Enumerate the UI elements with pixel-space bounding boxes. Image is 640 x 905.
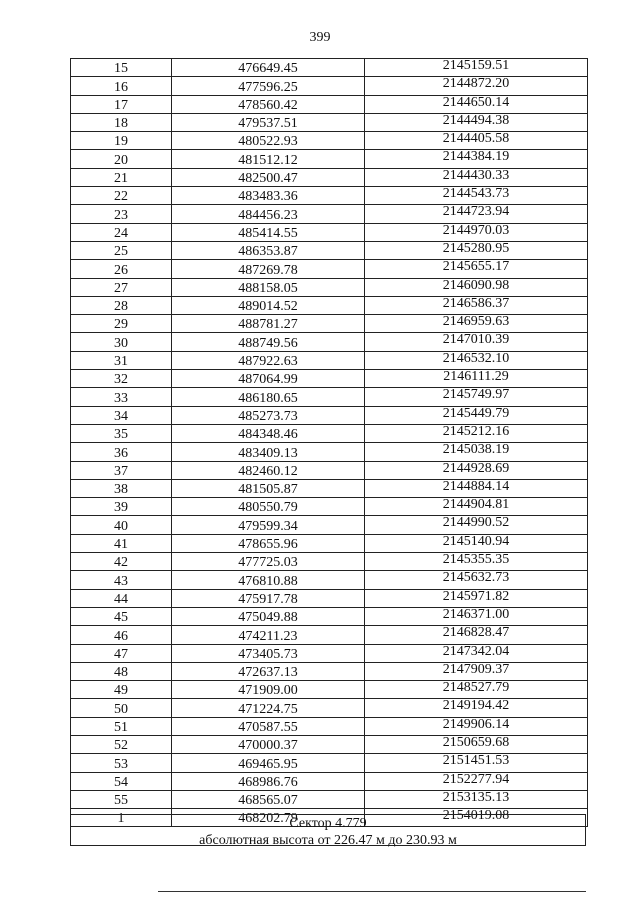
y-coordinate-cell: 2144650.14: [365, 95, 588, 113]
x-coordinate-cell: 474211.23: [172, 626, 365, 644]
x-coordinate-cell: 480550.79: [172, 498, 365, 516]
table-row: [71, 553, 588, 571]
table-row: [71, 681, 588, 699]
x-coordinate-cell: 468202.79: [172, 809, 365, 827]
table-row: [71, 351, 588, 369]
y-coordinate-cell: 2144872.20: [365, 77, 588, 95]
y-coordinate-cell: 2146090.98: [365, 278, 588, 296]
y-coordinate-cell: 2146828.47: [365, 626, 588, 644]
table-row: [71, 644, 588, 662]
x-coordinate-cell: 478655.96: [172, 534, 365, 552]
y-coordinate-cell: 2153135.13: [365, 790, 588, 808]
sector-title: Сектор 4.779: [289, 816, 367, 831]
table-row: [71, 424, 588, 442]
x-coordinate-cell: 471909.00: [172, 681, 365, 699]
table-row: [71, 589, 588, 607]
table-row: [71, 735, 588, 753]
point-number-cell: 35: [71, 424, 172, 442]
x-coordinate-cell: 483483.36: [172, 187, 365, 205]
point-number-cell: 42: [71, 553, 172, 571]
x-coordinate-cell: 476810.88: [172, 571, 365, 589]
table-row: [71, 626, 588, 644]
table-row: [71, 717, 588, 735]
y-coordinate-cell: 2145038.19: [365, 443, 588, 461]
table-row: [71, 150, 588, 168]
x-coordinate-cell: 468565.07: [172, 790, 365, 808]
x-coordinate-cell: 478560.42: [172, 95, 365, 113]
y-coordinate-cell: 2145212.16: [365, 424, 588, 442]
x-coordinate-cell: 486180.65: [172, 388, 365, 406]
table-row: [71, 77, 588, 95]
point-number-cell: 49: [71, 681, 172, 699]
x-coordinate-cell: 487269.78: [172, 260, 365, 278]
table-row: [71, 607, 588, 625]
table-row: [71, 772, 588, 790]
coordinates-table: [70, 58, 588, 827]
y-coordinate-cell: 2145159.51: [365, 59, 588, 77]
y-coordinate-cell: 2144928.69: [365, 461, 588, 479]
x-coordinate-cell: 479537.51: [172, 113, 365, 131]
y-coordinate-cell: 2145140.94: [365, 534, 588, 552]
table-row: [71, 662, 588, 680]
table-row: [71, 315, 588, 333]
point-number-cell: 22: [71, 187, 172, 205]
x-coordinate-cell: 489014.52: [172, 296, 365, 314]
point-number-cell: 21: [71, 168, 172, 186]
y-coordinate-cell: 2154019.08: [365, 809, 588, 827]
x-coordinate-cell: 487922.63: [172, 351, 365, 369]
table-row: [71, 699, 588, 717]
y-coordinate-cell: 2144543.73: [365, 187, 588, 205]
point-number-cell: 43: [71, 571, 172, 589]
table-row: [71, 479, 588, 497]
point-number-cell: 16: [71, 77, 172, 95]
x-coordinate-cell: 481512.12: [172, 150, 365, 168]
y-coordinate-cell: 2145655.17: [365, 260, 588, 278]
x-coordinate-cell: 488781.27: [172, 315, 365, 333]
point-number-cell: 31: [71, 351, 172, 369]
y-coordinate-cell: 2149194.42: [365, 699, 588, 717]
y-coordinate-cell: 2150659.68: [365, 735, 588, 753]
point-number-cell: 47: [71, 644, 172, 662]
y-coordinate-cell: 2144494.38: [365, 113, 588, 131]
point-number-cell: 26: [71, 260, 172, 278]
point-number-cell: 34: [71, 406, 172, 424]
y-coordinate-cell: 2151451.53: [365, 754, 588, 772]
x-coordinate-cell: 485414.55: [172, 223, 365, 241]
y-coordinate-cell: 2144990.52: [365, 516, 588, 534]
x-coordinate-cell: 470000.37: [172, 735, 365, 753]
point-number-cell: 29: [71, 315, 172, 333]
y-coordinate-cell: 2144884.14: [365, 479, 588, 497]
point-number-cell: 38: [71, 479, 172, 497]
table-row: [71, 260, 588, 278]
x-coordinate-cell: 485273.73: [172, 406, 365, 424]
point-number-cell: 33: [71, 388, 172, 406]
point-number-cell: 15: [71, 59, 172, 77]
x-coordinate-cell: 486353.87: [172, 241, 365, 259]
table-row: [71, 370, 588, 388]
table-row: [71, 498, 588, 516]
x-coordinate-cell: 471224.75: [172, 699, 365, 717]
point-number-cell: 41: [71, 534, 172, 552]
y-coordinate-cell: 2147010.39: [365, 333, 588, 351]
x-coordinate-cell: 469465.95: [172, 754, 365, 772]
x-coordinate-cell: 483409.13: [172, 443, 365, 461]
coordinates-table-body: [71, 59, 588, 827]
point-number-cell: 52: [71, 735, 172, 753]
point-number-cell: 36: [71, 443, 172, 461]
y-coordinate-cell: 2148527.79: [365, 681, 588, 699]
bottom-rule: [158, 891, 586, 892]
x-coordinate-cell: 477725.03: [172, 553, 365, 571]
point-number-cell: 17: [71, 95, 172, 113]
point-number-cell: 45: [71, 607, 172, 625]
y-coordinate-cell: 2144904.81: [365, 498, 588, 516]
y-coordinate-cell: 2149906.14: [365, 717, 588, 735]
x-coordinate-cell: 468986.76: [172, 772, 365, 790]
x-coordinate-cell: 480522.93: [172, 132, 365, 150]
x-coordinate-cell: 475917.78: [172, 589, 365, 607]
table-row: [71, 516, 588, 534]
point-number-cell: 20: [71, 150, 172, 168]
y-coordinate-cell: 2145355.35: [365, 553, 588, 571]
table-row: [71, 95, 588, 113]
point-number-cell: 23: [71, 205, 172, 223]
y-coordinate-cell: 2146586.37: [365, 296, 588, 314]
point-number-cell: 27: [71, 278, 172, 296]
sector-altitude: абсолютная высота от 226.47 м до 230.93 м: [199, 833, 457, 848]
x-coordinate-cell: 484456.23: [172, 205, 365, 223]
x-coordinate-cell: 470587.55: [172, 717, 365, 735]
x-coordinate-cell: 476649.45: [172, 59, 365, 77]
y-coordinate-cell: 2152277.94: [365, 772, 588, 790]
sector-footer: [70, 814, 586, 846]
table-row: [71, 296, 588, 314]
point-number-cell: 25: [71, 241, 172, 259]
y-coordinate-cell: 2146111.29: [365, 370, 588, 388]
y-coordinate-cell: 2146959.63: [365, 315, 588, 333]
y-coordinate-cell: 2144384.19: [365, 150, 588, 168]
x-coordinate-cell: 473405.73: [172, 644, 365, 662]
table-row: [71, 241, 588, 259]
y-coordinate-cell: 2144723.94: [365, 205, 588, 223]
table-row: [71, 406, 588, 424]
table-row: [71, 59, 588, 77]
table-row: [71, 754, 588, 772]
y-coordinate-cell: 2146532.10: [365, 351, 588, 369]
point-number-cell: 30: [71, 333, 172, 351]
point-number-cell: 19: [71, 132, 172, 150]
y-coordinate-cell: 2147342.04: [365, 644, 588, 662]
x-coordinate-cell: 488158.05: [172, 278, 365, 296]
table-row: [71, 278, 588, 296]
x-coordinate-cell: 479599.34: [172, 516, 365, 534]
x-coordinate-cell: 472637.13: [172, 662, 365, 680]
table-row: [71, 388, 588, 406]
point-number-cell: 24: [71, 223, 172, 241]
y-coordinate-cell: 2146371.00: [365, 607, 588, 625]
table-row: [71, 571, 588, 589]
point-number-cell: 55: [71, 790, 172, 808]
table-row: [71, 205, 588, 223]
point-number-cell: 18: [71, 113, 172, 131]
point-number-cell: 46: [71, 626, 172, 644]
table-row: [71, 187, 588, 205]
table-row: [71, 113, 588, 131]
table-row: [71, 443, 588, 461]
y-coordinate-cell: 2145632.73: [365, 571, 588, 589]
table-row: [71, 461, 588, 479]
point-number-cell: 51: [71, 717, 172, 735]
x-coordinate-cell: 482460.12: [172, 461, 365, 479]
x-coordinate-cell: 477596.25: [172, 77, 365, 95]
x-coordinate-cell: 487064.99: [172, 370, 365, 388]
x-coordinate-cell: 482500.47: [172, 168, 365, 186]
point-number-cell: 32: [71, 370, 172, 388]
x-coordinate-cell: 481505.87: [172, 479, 365, 497]
y-coordinate-cell: 2144970.03: [365, 223, 588, 241]
x-coordinate-cell: 484348.46: [172, 424, 365, 442]
point-number-cell: 48: [71, 662, 172, 680]
y-coordinate-cell: 2147909.37: [365, 662, 588, 680]
y-coordinate-cell: 2144430.33: [365, 168, 588, 186]
point-number-cell: 28: [71, 296, 172, 314]
point-number-cell: 1: [71, 809, 172, 827]
table-row: [71, 534, 588, 552]
point-number-cell: 53: [71, 754, 172, 772]
point-number-cell: 50: [71, 699, 172, 717]
point-number-cell: 37: [71, 461, 172, 479]
table-row: [71, 333, 588, 351]
page-number: 399: [309, 30, 331, 45]
y-coordinate-cell: 2145971.82: [365, 589, 588, 607]
table-row: [71, 790, 588, 808]
table-row: [71, 223, 588, 241]
y-coordinate-cell: 2144405.58: [365, 132, 588, 150]
y-coordinate-cell: 2145280.95: [365, 241, 588, 259]
x-coordinate-cell: 475049.88: [172, 607, 365, 625]
point-number-cell: 54: [71, 772, 172, 790]
y-coordinate-cell: 2145749.97: [365, 388, 588, 406]
y-coordinate-cell: 2145449.79: [365, 406, 588, 424]
point-number-cell: 40: [71, 516, 172, 534]
table-row: [71, 168, 588, 186]
table-row: [71, 132, 588, 150]
point-number-cell: 39: [71, 498, 172, 516]
point-number-cell: 44: [71, 589, 172, 607]
x-coordinate-cell: 488749.56: [172, 333, 365, 351]
